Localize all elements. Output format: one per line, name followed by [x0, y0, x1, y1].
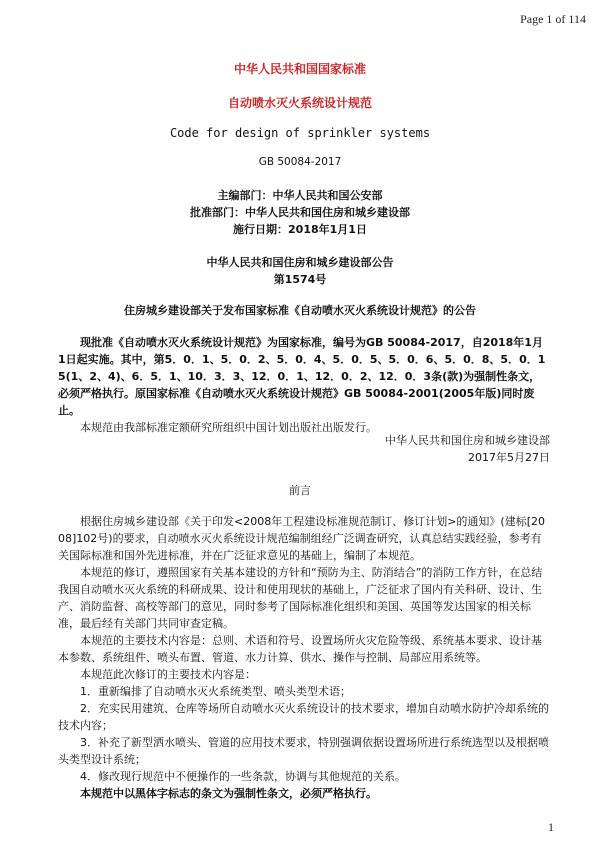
standard-number: GB 50084-2017	[258, 156, 342, 168]
page-indicator: Page 1 of 114	[520, 12, 586, 26]
preface-paragraph: 本规范此次修订的主要技术内容是：	[80, 668, 256, 681]
publication-meta	[0, 187, 600, 238]
revision-item: 4．修改现行规范中不便操作的一些条款，协调与其他规范的关系。	[80, 770, 406, 783]
announcement-paragraph: 现批准《自动喷水灭火系统设计规范》为国家标准，编号为GB 50084-2017，自2018年1月1日起实施。其中，第5．0．1、5．0．2、5．0．4、5．0．5、5．0．6、5．0．8、5．0．15(1、2、4)、6．5．1、10．3．3、12．0．1、12．0．2、12．0．3条(款)为强制性条文，必须严格执行。原国家标准《自动喷水灭火系统设计规范》GB 50084-2001(2005年版)同时废止。	[58, 336, 546, 417]
preface-heading: 前言	[289, 484, 311, 497]
approval-department: 批准部门：中华人民共和国住房和城乡建设部	[190, 206, 410, 219]
preface-paragraph: 本规范中以黑体字标志的条文为强制性条文，必须严格执行。	[80, 787, 377, 800]
signing-organization: 中华人民共和国住房和城乡建设部	[385, 434, 550, 447]
issuer-title: 中华人民共和国国家标准	[233, 62, 366, 76]
revision-item: 3．补充了新型洒水喷头、管道的应用技术要求，特别强调依据设置场所进行系统选型以及根据喷头类型设计系统；	[58, 736, 549, 766]
announcement-issuer: 中华人民共和国住房和城乡建设部公告	[206, 256, 394, 269]
english-title: Code for design of sprinkler systems	[169, 126, 431, 140]
preface-paragraph: 根据住房城乡建设部《关于印发<2008年工程建设标准规范制订、修订计划>的通知》(建标[2008]102号)的要求，自动喷水灭火系统设计规范编制组经广泛调查研究，认真总结实践经验，参考有关国际标准和国外先进标准，并在广泛征求意见的基础上，编制了本规范。	[58, 515, 546, 562]
announcement-header	[0, 254, 600, 288]
preface-paragraph: 本规范的修订，遵照国家有关基本建设的方针和“预防为主、防消结合”的消防工作方针，在总结我国自动喷水灭火系统的科研成果、设计和使用现状的基础上，广泛征求了国内有关科研、设计、生产、消防监督、高校等部门的意见，同时参考了国际标准化组织和美国、英国等发达国家的相关标准，最后经有关部门共同审查定稿。	[58, 566, 543, 630]
preface-paragraph: 本规范的主要技术内容是：总则、术语和符号、设置场所火灾危险等级、系统基本要求、设计基本参数、系统组件、喷头布置、管道、水力计算、供水、操作与控制、局部应用系统等。	[58, 634, 542, 664]
announcement-body	[58, 334, 550, 436]
chief-department: 主编部门：中华人民共和国公安部	[217, 189, 383, 202]
signing-date: 2017年5月27日	[468, 451, 550, 464]
announcement-paragraph: 本规范由我部标准定额研究所组织中国计划出版社出版发行。	[80, 421, 377, 434]
revision-item: 1．重新编排了自动喷水灭火系统类型、喷头类型术语；	[80, 685, 351, 698]
standard-title: 自动喷水灭火系统设计规范	[227, 96, 372, 110]
announcement-number: 第1574号	[273, 273, 327, 286]
page-number: 1	[548, 820, 554, 834]
signature-block	[385, 432, 550, 466]
revision-item: 2．充实民用建筑、仓库等场所自动喷水灭火系统设计的技术要求，增加自动喷水防护冷却系统的技术内容；	[58, 702, 549, 732]
effective-date: 施行日期：2018年1月1日	[233, 223, 367, 236]
preface-body	[58, 513, 550, 802]
announcement-subject: 住房城乡建设部关于发布国家标准《自动喷水灭火系统设计规范》的公告	[124, 304, 476, 317]
